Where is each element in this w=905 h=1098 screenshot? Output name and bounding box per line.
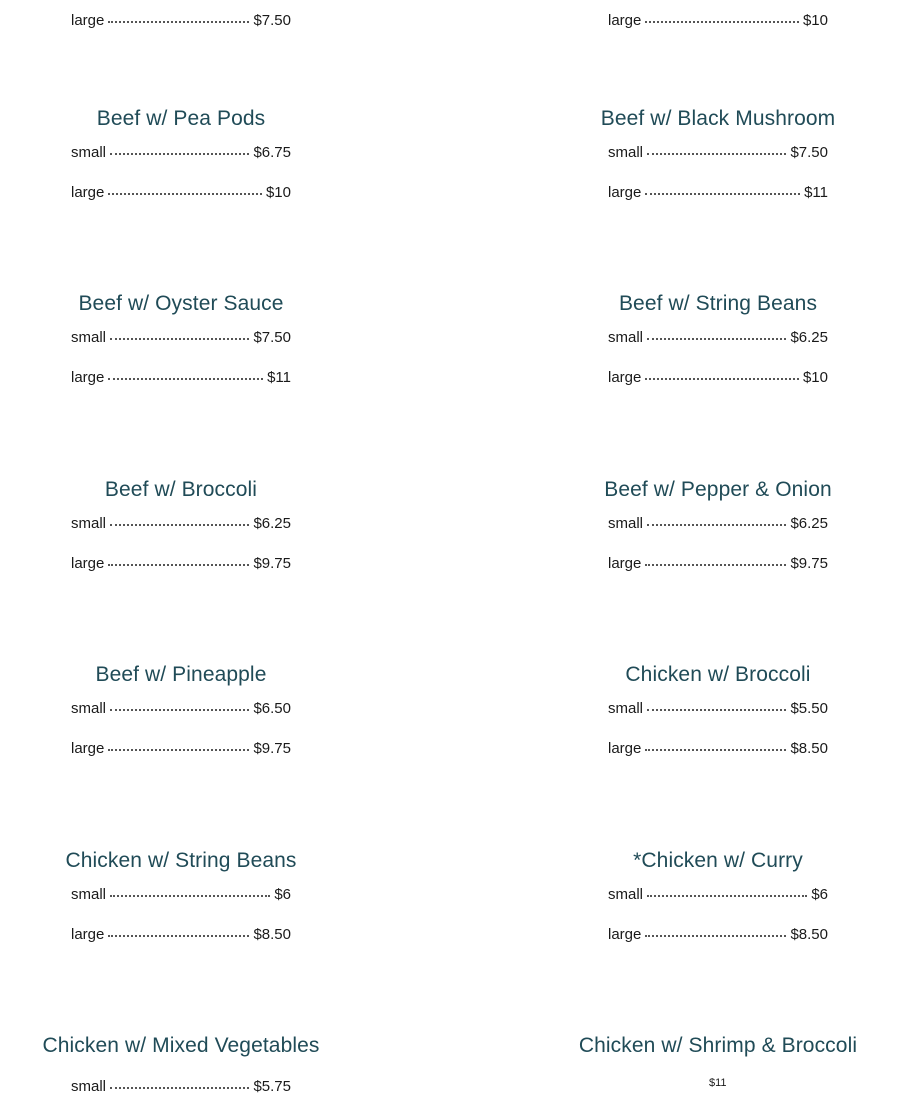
price-row-large <box>608 367 828 407</box>
price-row-large <box>71 367 291 407</box>
dot-leader <box>108 378 263 380</box>
menu-item <box>538 1033 898 1059</box>
price-row-small <box>608 513 828 553</box>
size-label: small <box>71 144 107 161</box>
menu-item <box>1 662 361 778</box>
price-row-large <box>608 738 828 778</box>
menu-item <box>1 848 361 964</box>
price-value: $11 <box>267 369 291 386</box>
price-row-large <box>71 738 291 778</box>
size-label: large <box>71 184 105 201</box>
menu-item <box>538 848 898 964</box>
item-title: Chicken w/ Broccoli <box>625 663 811 686</box>
size-label: large <box>71 555 105 572</box>
dot-leader <box>645 378 799 380</box>
size-label: large <box>608 926 642 943</box>
price-value: $7.50 <box>253 12 291 29</box>
price-value: $8.50 <box>253 926 291 943</box>
size-label: small <box>71 515 107 532</box>
size-label: large <box>608 740 642 757</box>
dot-leader <box>108 21 249 23</box>
item-title: Beef w/ Pea Pods <box>96 107 266 130</box>
price-row-large <box>608 10 828 32</box>
item-title: Beef w/ String Beans <box>618 292 818 315</box>
dot-leader <box>647 709 786 711</box>
price-row-small <box>608 327 828 367</box>
price-value: $8.50 <box>790 926 828 943</box>
price-row-large <box>608 182 828 222</box>
size-label: large <box>71 12 105 29</box>
dot-leader <box>645 749 786 751</box>
size-label: small <box>608 515 644 532</box>
dot-leader <box>647 895 807 897</box>
price-row-small-partial <box>71 1078 291 1095</box>
size-label: small <box>608 700 644 717</box>
menu-item <box>1 477 361 593</box>
price-value: $6.25 <box>790 515 828 532</box>
dot-leader <box>108 193 262 195</box>
price-value: $6.25 <box>790 329 828 346</box>
price-row-small <box>71 142 291 182</box>
menu-item <box>538 662 898 778</box>
price-value: $10 <box>802 369 828 386</box>
dot-leader <box>645 564 786 566</box>
price-value: $5.75 <box>253 1078 291 1095</box>
price-value: $9.75 <box>253 740 291 757</box>
price-value: $6 <box>274 886 291 903</box>
price-value: $10 <box>265 184 291 201</box>
price-value: $6.25 <box>253 515 291 532</box>
dot-leader <box>108 564 249 566</box>
price-value: $10 <box>802 12 828 29</box>
size-label: small <box>71 700 107 717</box>
item-title: Chicken w/ Mixed Vegetables <box>42 1034 320 1057</box>
menu-item <box>538 106 898 222</box>
price-value: $6 <box>811 886 828 903</box>
price-row-small <box>71 884 291 924</box>
price-row-small <box>71 513 291 553</box>
dot-leader <box>645 935 786 937</box>
item-title: Beef w/ Pineapple <box>95 663 267 686</box>
menu-item <box>1 1033 361 1059</box>
price-row-large <box>71 924 291 964</box>
item-title: *Chicken w/ Curry <box>633 849 803 872</box>
top-row-left <box>71 10 291 32</box>
price-value: $9.75 <box>253 555 291 572</box>
top-row-right <box>608 10 828 32</box>
price-value: $6.75 <box>253 144 291 161</box>
item-title: Chicken w/ Shrimp & Broccoli <box>578 1034 858 1057</box>
dot-leader <box>647 338 786 340</box>
size-label: small <box>71 1078 107 1095</box>
price-value-partial: $11 <box>709 1077 727 1089</box>
size-label: large <box>71 369 105 386</box>
price-row-small <box>71 327 291 367</box>
item-title: Beef w/ Black Mushroom <box>600 107 836 130</box>
price-row-small <box>608 884 828 924</box>
dot-leader <box>110 338 249 340</box>
item-title: Beef w/ Oyster Sauce <box>78 292 284 315</box>
price-row-large <box>608 924 828 964</box>
price-row-large <box>71 182 291 222</box>
dot-leader <box>645 21 799 23</box>
size-label: small <box>608 144 644 161</box>
size-label: large <box>608 184 642 201</box>
menu-item <box>1 291 361 407</box>
menu-item <box>538 477 898 593</box>
dot-leader <box>108 749 249 751</box>
dot-leader <box>647 153 786 155</box>
size-label: small <box>608 886 644 903</box>
price-row-large <box>71 10 291 32</box>
dot-leader <box>110 524 249 526</box>
dot-leader <box>110 1087 249 1089</box>
size-label: small <box>71 329 107 346</box>
price-row-small <box>71 698 291 738</box>
price-value: $9.75 <box>790 555 828 572</box>
price-value: $7.50 <box>253 329 291 346</box>
size-label: large <box>608 555 642 572</box>
size-label: small <box>71 886 107 903</box>
dot-leader <box>110 895 270 897</box>
dot-leader <box>108 935 249 937</box>
price-value: $7.50 <box>790 144 828 161</box>
size-label: large <box>71 740 105 757</box>
price-row-small <box>608 698 828 738</box>
item-title: Chicken w/ String Beans <box>65 849 297 872</box>
item-title: Beef w/ Pepper & Onion <box>604 478 832 501</box>
item-title: Beef w/ Broccoli <box>104 478 258 501</box>
price-value: $6.50 <box>253 700 291 717</box>
size-label: large <box>608 369 642 386</box>
price-row-small <box>608 142 828 182</box>
size-label: large <box>71 926 105 943</box>
dot-leader <box>110 153 249 155</box>
menu-item <box>1 106 361 222</box>
size-label: large <box>608 12 642 29</box>
price-value: $5.50 <box>790 700 828 717</box>
menu-item <box>538 291 898 407</box>
dot-leader <box>645 193 800 195</box>
size-label: small <box>608 329 644 346</box>
price-row-large <box>71 553 291 593</box>
dot-leader <box>647 524 786 526</box>
price-row-large <box>608 553 828 593</box>
dot-leader <box>110 709 249 711</box>
price-value: $11 <box>804 184 828 201</box>
price-value: $8.50 <box>790 740 828 757</box>
